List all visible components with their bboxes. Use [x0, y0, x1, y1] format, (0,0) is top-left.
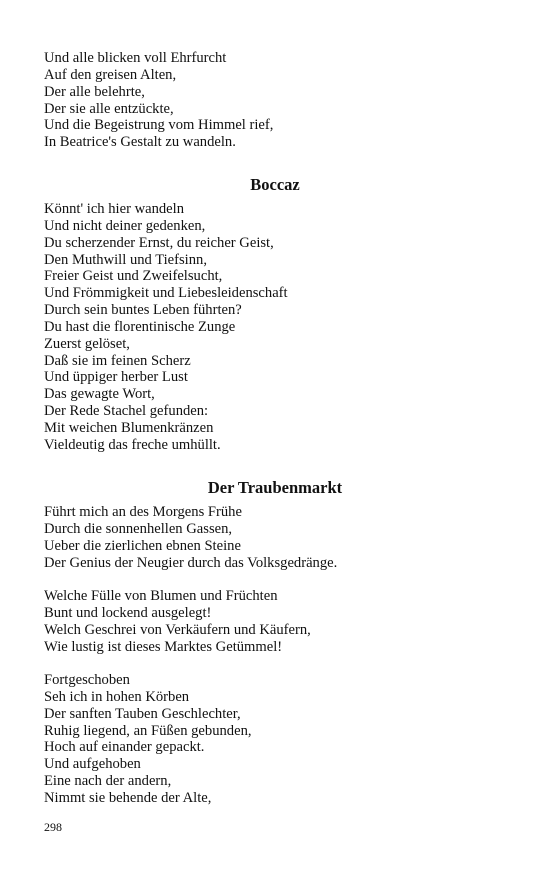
poem-line: Könnt' ich hier wandeln — [44, 201, 185, 217]
poem-line: Den Muthwill und Tiefsinn, — [44, 251, 207, 268]
poem-line: Zuerst gelöset, — [44, 335, 130, 352]
poem-line: Und üppiger herber Lust — [44, 369, 188, 386]
poem-line: Das gewagte Wort, — [44, 386, 155, 403]
poem-line: Bunt und lockend ausgelegt! — [44, 604, 212, 621]
poem-line: Der alle belehrte, — [44, 83, 145, 100]
poem-line: Und nicht deiner gedenken, — [44, 217, 206, 234]
poem-line: Führt mich an des Morgens Frühe — [44, 504, 242, 520]
intro-stanza — [44, 50, 514, 151]
poem-line: Der sanften Tauben Geschlechter, — [44, 705, 241, 722]
poem-line: Durch die sonnenhellen Gassen, — [44, 520, 233, 537]
poem-title-boccaz: Boccaz — [250, 175, 300, 194]
page-number: 298 — [44, 820, 62, 834]
traubenmarkt-stanza-1 — [44, 504, 514, 571]
traubenmarkt-stanza-3 — [44, 672, 514, 807]
poem-line: Der Genius der Neugier durch das Volksgedränge. — [44, 554, 338, 571]
poem-line: Seh ich in hohen Körben — [44, 688, 190, 705]
poem-line: Mit weichen Blumenkränzen — [44, 419, 214, 436]
poem-line: Welch Geschrei von Verkäufern und Käufern, — [44, 621, 311, 638]
boccaz-stanza — [44, 201, 514, 454]
poem-line: Der Rede Stachel gefunden: — [44, 403, 209, 420]
poem-line: Vieldeutig das freche umhüllt. — [44, 436, 221, 453]
poem-line: Nimmt sie behende der Alte, — [44, 789, 212, 806]
poem-line: Und aufgehoben — [44, 756, 141, 773]
poem-line: Der sie alle entzückte, — [44, 100, 174, 117]
poem-line: Fortgeschoben — [44, 672, 130, 688]
poem-title-traubenmarkt: Der Traubenmarkt — [207, 478, 343, 497]
poem-line: Und alle blicken voll Ehrfurcht — [44, 50, 227, 66]
poem-line: Eine nach der andern, — [44, 773, 172, 790]
poem-line: Und Frömmigkeit und Liebesleidenschaft — [44, 285, 288, 302]
poem-line: Du scherzender Ernst, du reicher Geist, — [44, 234, 274, 251]
poem-line: Ueber die zierlichen ebnen Steine — [44, 537, 241, 554]
traubenmarkt-stanza-2 — [44, 588, 514, 655]
poem-line: Freier Geist und Zweifelsucht, — [44, 268, 223, 285]
poem-line: Hoch auf einander gepackt. — [44, 739, 205, 756]
poem-line: Auf den greisen Alten, — [44, 66, 177, 83]
poem-line: Wie lustig ist dieses Marktes Getümmel! — [44, 638, 283, 655]
poem-line: In Beatrice's Gestalt zu wandeln. — [44, 134, 236, 151]
poem-line: Du hast die florentinische Zunge — [44, 318, 236, 335]
poem-line: Ruhig liegend, an Füßen gebunden, — [44, 722, 252, 739]
poem-line: Und die Begeistrung vom Himmel rief, — [44, 117, 274, 134]
poem-line: Daß sie im feinen Scherz — [44, 352, 191, 369]
poem-line: Welche Fülle von Blumen und Früchten — [44, 588, 278, 604]
poem-line: Durch sein buntes Leben führten? — [44, 302, 242, 319]
